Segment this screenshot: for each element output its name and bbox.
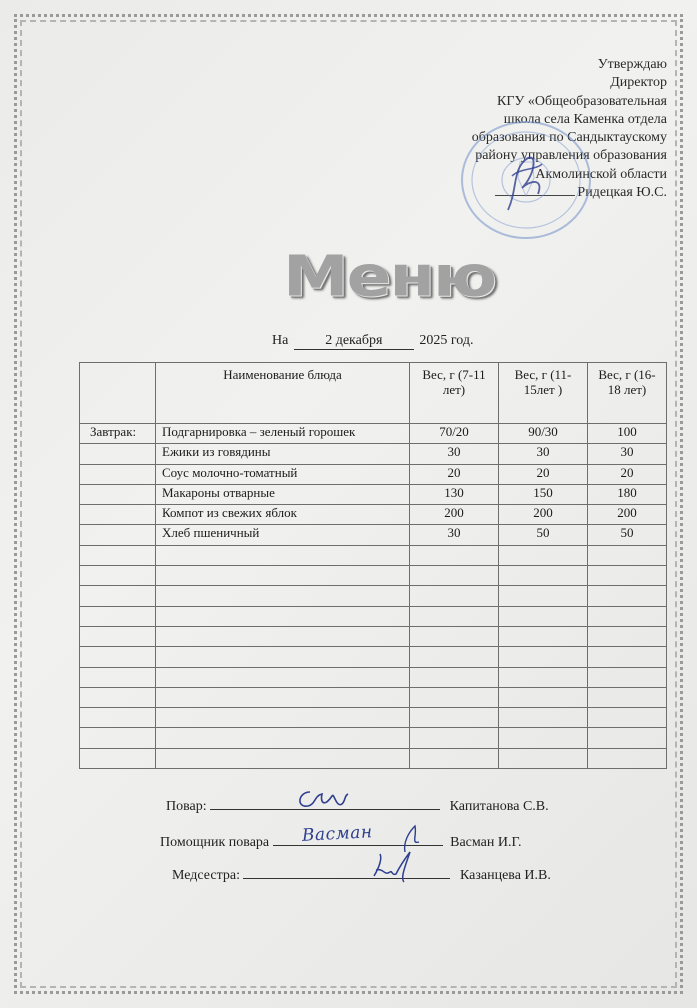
weight-cell: 180 (588, 484, 667, 504)
empty-cell (410, 647, 499, 667)
weight-cell: 200 (410, 505, 499, 525)
empty-cell (80, 728, 156, 748)
empty-cell (499, 545, 588, 565)
weight-cell: 50 (499, 525, 588, 545)
empty-cell (156, 566, 410, 586)
empty-cell (588, 667, 667, 687)
weight-cell: 30 (588, 444, 667, 464)
dish-name-cell: Макароны отварные (156, 484, 410, 504)
meal-cell (80, 525, 156, 545)
table-header-row (80, 363, 667, 424)
empty-cell (499, 566, 588, 586)
empty-cell (588, 586, 667, 606)
empty-cell (410, 748, 499, 768)
dish-name-cell: Соус молочно-томатный (156, 464, 410, 484)
weight-cell: 70/20 (410, 424, 499, 444)
table-row (80, 444, 667, 464)
empty-cell (410, 566, 499, 586)
date-row (272, 333, 473, 350)
meal-cell: Завтрак: (80, 424, 156, 444)
approval-line: Утверждаю (597, 57, 667, 72)
empty-cell (80, 626, 156, 646)
menu-table (79, 362, 667, 769)
empty-table-row (80, 728, 667, 748)
weight-cell: 200 (588, 505, 667, 525)
empty-cell (588, 566, 667, 586)
signature-role: Медсестра: (172, 868, 240, 883)
signature-row-cook (166, 797, 549, 815)
weight-cell: 200 (499, 505, 588, 525)
empty-cell (410, 545, 499, 565)
signature-name: Капитанова С.В. (449, 799, 549, 814)
empty-cell (410, 708, 499, 728)
empty-cell (499, 667, 588, 687)
empty-cell (156, 708, 410, 728)
approval-line: Акмолинской области (535, 166, 667, 182)
weight-cell: 20 (499, 464, 588, 484)
dish-name-cell: Подгарнировка – зеленый горошек (156, 424, 410, 444)
date-suffix: 2025 год. (419, 333, 474, 348)
signature-role: Помощник повара (160, 835, 270, 850)
weight-cell: 50 (588, 525, 667, 545)
empty-cell (499, 606, 588, 626)
empty-cell (588, 606, 667, 626)
empty-cell (80, 647, 156, 667)
empty-cell (80, 687, 156, 707)
empty-cell (80, 545, 156, 565)
empty-cell (410, 606, 499, 626)
assistant-handwritten-signature: Васман (301, 822, 374, 846)
empty-table-row (80, 626, 667, 646)
empty-cell (80, 606, 156, 626)
meal-cell (80, 464, 156, 484)
empty-cell (410, 586, 499, 606)
meal-cell (80, 484, 156, 504)
empty-cell (588, 545, 667, 565)
approval-line: району управления образования (475, 148, 667, 164)
approval-line: Директор (610, 75, 667, 91)
empty-cell (588, 748, 667, 768)
empty-table-row (80, 687, 667, 707)
cook-signature-icon (292, 786, 352, 814)
empty-table-row (80, 566, 667, 586)
empty-cell (156, 687, 410, 707)
table-row (80, 505, 667, 525)
empty-cell (588, 708, 667, 728)
dish-name-cell: Компот из свежих яблок (156, 505, 410, 525)
header-cell (80, 363, 156, 424)
empty-table-row (80, 667, 667, 687)
table-row (80, 464, 667, 484)
weight-cell: 20 (410, 464, 499, 484)
empty-cell (156, 647, 410, 667)
empty-table-row (80, 748, 667, 768)
empty-cell (80, 748, 156, 768)
empty-cell (156, 545, 410, 565)
dish-name-cell: Ежики из говядины (156, 444, 410, 464)
empty-cell (588, 687, 667, 707)
empty-cell (156, 586, 410, 606)
weight-cell: 20 (588, 464, 667, 484)
dish-name-cell: Хлеб пшеничный (156, 525, 410, 545)
meal-cell (80, 505, 156, 525)
empty-cell (499, 748, 588, 768)
empty-cell (156, 728, 410, 748)
empty-table-row (80, 708, 667, 728)
empty-cell (410, 667, 499, 687)
empty-cell (410, 626, 499, 646)
empty-cell (499, 708, 588, 728)
empty-cell (410, 728, 499, 748)
header-cell: Вес, г (16-18 лет) (588, 363, 667, 424)
empty-table-row (80, 586, 667, 606)
signature-name: Васман И.Г. (450, 835, 522, 850)
empty-cell (156, 748, 410, 768)
empty-cell (80, 566, 156, 586)
empty-cell (499, 687, 588, 707)
meal-cell (80, 444, 156, 464)
weight-cell: 130 (410, 484, 499, 504)
empty-cell (80, 708, 156, 728)
table-row (80, 484, 667, 504)
empty-cell (80, 586, 156, 606)
approval-line: школа села Каменка отдела (503, 111, 667, 127)
empty-cell (499, 728, 588, 748)
signature-name: Казанцева И.В. (459, 868, 551, 883)
header-cell: Наименование блюда (156, 363, 410, 424)
approval-signer: Ридецкая Ю.С. (577, 185, 667, 201)
empty-cell (156, 667, 410, 687)
empty-table-row (80, 545, 667, 565)
empty-cell (588, 647, 667, 667)
weight-cell: 150 (499, 484, 588, 504)
official-seal-icon (448, 118, 598, 242)
empty-cell (156, 606, 410, 626)
date-prefix: На (272, 333, 289, 348)
weight-cell: 30 (410, 444, 499, 464)
weight-cell: 30 (499, 444, 588, 464)
weight-cell: 30 (410, 525, 499, 545)
signature-role: Повар: (166, 799, 207, 814)
weight-cell: 90/30 (499, 424, 588, 444)
empty-cell (156, 626, 410, 646)
empty-cell (499, 626, 588, 646)
signature-row-nurse (172, 866, 551, 884)
empty-cell (588, 626, 667, 646)
date-value: 2 декабря (294, 333, 414, 350)
table-body (80, 424, 667, 769)
header-cell: Вес, г (11-15лет ) (499, 363, 588, 424)
empty-cell (410, 687, 499, 707)
empty-table-row (80, 606, 667, 626)
empty-cell (588, 728, 667, 748)
approval-line: КГУ «Общеобразовательная (497, 93, 667, 109)
weight-cell: 100 (588, 424, 667, 444)
header-cell: Вес, г (7-11 лет) (410, 363, 499, 424)
empty-table-row (80, 647, 667, 667)
empty-cell (499, 586, 588, 606)
nurse-signature-icon (370, 846, 420, 886)
table-row (80, 424, 667, 444)
empty-cell (499, 647, 588, 667)
page-title: Меню (283, 243, 496, 310)
table-row (80, 525, 667, 545)
empty-cell (80, 667, 156, 687)
approval-line: образования по Сандыктаускому (471, 130, 667, 146)
